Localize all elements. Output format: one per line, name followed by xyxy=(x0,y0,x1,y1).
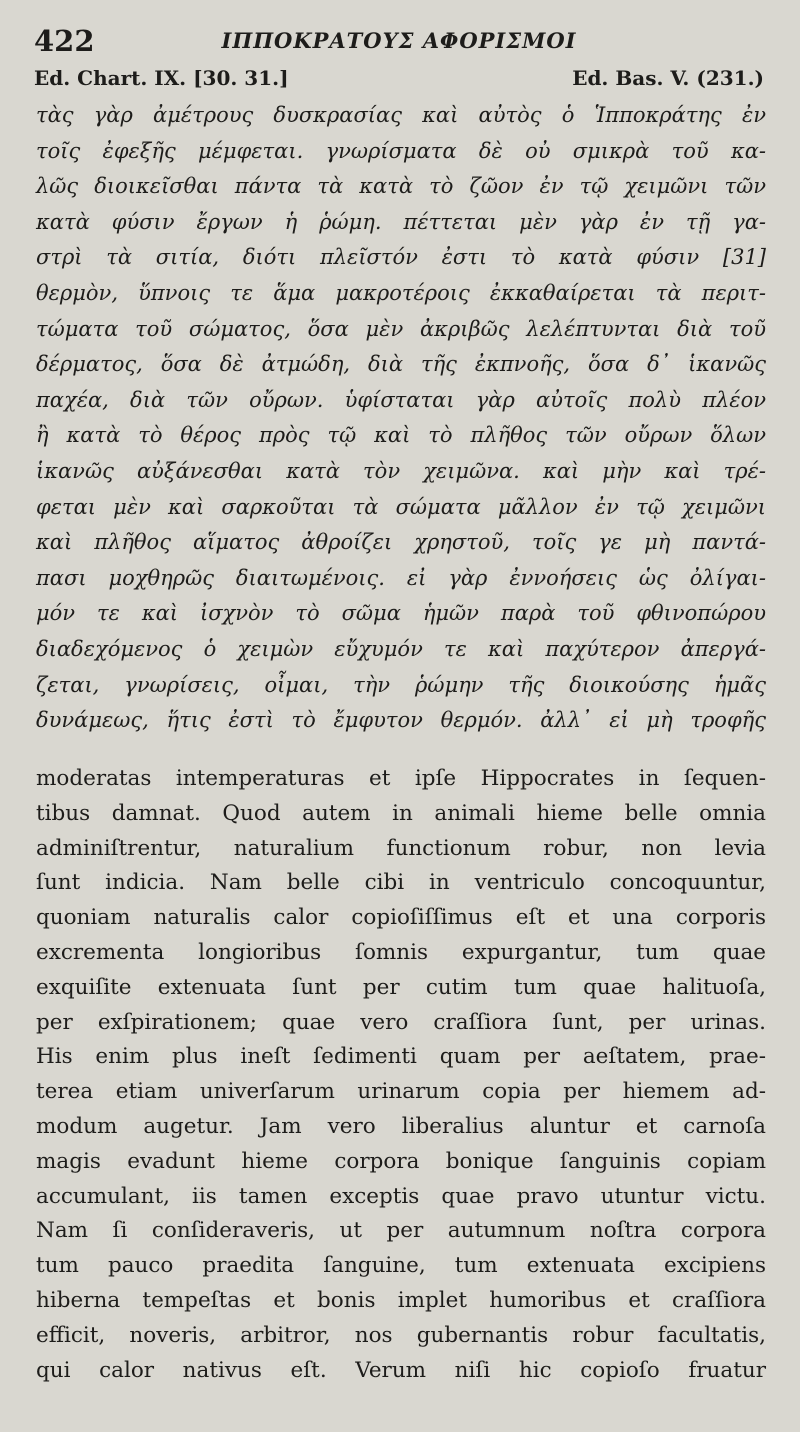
edition-reference-line xyxy=(34,66,764,94)
greek-text-line: θερμὸν, ὕπνοις τε ἅμα μακροτέροις ἐκκαθαίρεται τὰ περιτ- xyxy=(36,280,766,305)
latin-text-line: accumulant, iis tamen exceptis quae pravo utuntur victu. xyxy=(36,1183,766,1209)
latin-text-line: efficit, noveris, arbitror, nos gubernantis robur facultatis, xyxy=(36,1322,766,1348)
greek-text-line: τὰς γὰρ ἀμέτρους δυσκρασίας καὶ αὐτὸς ὁ Ἱπποκράτης ἐν xyxy=(36,103,766,127)
latin-text-line: moderatas intemperaturas et ipſe Hippocrates in ſequen- xyxy=(36,766,766,791)
latin-text-line: terea etiam univerſarum urinarum copia per hiemem ad- xyxy=(36,1079,766,1105)
greek-text-line: ζεται, γνωρίσεις, οἶμαι, τὴν ῥώμην τῆς διοικούσης ἡμᾶς xyxy=(36,672,766,697)
greek-text-block xyxy=(36,98,766,739)
greek-text-line: κατὰ φύσιν ἔργων ἡ ῥώμη. πέττεται μὲν γὰρ ἐν τῇ γα- xyxy=(36,209,766,234)
latin-text-line: excrementa longioribus ſomnis expurgantur, tum quae xyxy=(36,939,766,965)
latin-text-line: magis evadunt hieme corpora bonique ſanguinis copiam xyxy=(36,1148,766,1174)
page-number: 422 xyxy=(34,24,95,58)
latin-text-line: adminiſtrentur, naturalium functionum robur, non levia xyxy=(36,835,766,861)
greek-text-line: τοῖς ἐφεξῆς μέμφεται. γνωρίσματα δὲ οὐ σμικρὰ τοῦ κα- xyxy=(36,138,766,163)
latin-text-line: modum augetur. Jam vero liberalius aluntur et carnoſa xyxy=(36,1113,766,1139)
greek-text-line: ἢ κατὰ τὸ θέρος πρὸς τῷ καὶ τὸ πλῆθος τῶν οὔρων ὅλων xyxy=(36,423,766,448)
latin-text-line: tum pauco praedita ſanguine, tum extenuata excipiens xyxy=(36,1253,766,1279)
latin-text-block xyxy=(36,762,766,1388)
latin-text-line: exquiſite extenuata ſunt per cutim tum quae halituoſa, xyxy=(36,974,766,1000)
greek-text-line: στρὶ τὰ σιτία, διότι πλεῖστόν ἐστι τὸ κατὰ φύσιν [31] xyxy=(36,245,766,270)
latin-text-line: Nam ſi conſideraveris, ut per autumnum noſtra corpora xyxy=(36,1218,766,1244)
page-header xyxy=(34,24,764,64)
greek-text-line: φεται μὲν καὶ σαρκοῦται τὰ σώματα μᾶλλον ἐν τῷ χειμῶνι xyxy=(36,494,766,519)
edition-chartier: Ed. Chart. IX. [30. 31.] xyxy=(34,66,289,90)
latin-text-line: hiberna tempeſtas et bonis implet humoribus et craſſiora xyxy=(36,1287,766,1313)
greek-text-line: καὶ πλῆθος αἵματος ἀθροίζει χρηστοῦ, τοῖς γε μὴ παντά- xyxy=(36,530,766,555)
greek-text-line: παχέα, διὰ τῶν οὔρων. ὑφίσταται γὰρ αὐτοῖς πολὺ πλέον xyxy=(36,387,766,412)
latin-text-line: per exſpirationem; quae vero craſſiora ſunt, per urinas. xyxy=(36,1009,766,1035)
greek-text-line: δέρματος, ὅσα δὲ ἀτμώδη, διὰ τῆς ἐκπνοῆς, ὅσα δ᾽ ἱκανῶς xyxy=(36,352,766,377)
latin-text-line: qui calor nativus eſt. Verum niſi hic copioſo fruatur xyxy=(36,1357,766,1383)
running-title: ΙΠΠΟΚΡΑΤΟΥΣ ΑΦΟΡΙΣΜΟΙ xyxy=(221,28,577,53)
latin-text-line: ſunt indicia. Nam belle cibi in ventriculo concoquuntur, xyxy=(36,870,766,896)
greek-text-line: τώματα τοῦ σώματος, ὅσα μὲν ἀκριβῶς λελέπτυνται διὰ τοῦ xyxy=(36,316,766,341)
latin-text-line: quoniam naturalis calor copioſiſſimus eſt et una corporis xyxy=(36,905,766,931)
greek-text-line: δυνάμεως, ἥτις ἐστὶ τὸ ἔμφυτον θερμόν. ἀλλ᾽ εἰ μὴ τροφῆς xyxy=(36,708,766,733)
greek-text-line: ἱκανῶς αὐξάνεσθαι κατὰ τὸν χειμῶνα. καὶ μὴν καὶ τρέ- xyxy=(36,458,766,483)
greek-text-line: μόν τε καὶ ἰσχνὸν τὸ σῶμα ἡμῶν παρὰ τοῦ φθινοπώρου xyxy=(36,601,766,626)
edition-basel: Ed. Bas. V. (231.) xyxy=(572,66,764,90)
greek-text-line: πασι μοχθηρῶς διαιτωμένοις. εἰ γὰρ ἐννοήσεις ὡς ὀλίγαι- xyxy=(36,565,766,590)
greek-text-line: λῶς διοικεῖσθαι πάντα τὰ κατὰ τὸ ζῶον ἐν τῷ χειμῶνι τῶν xyxy=(36,174,766,199)
latin-text-line: tibus damnat. Quod autem in animali hieme belle omnia xyxy=(36,800,766,826)
greek-text-line: διαδεχόμενος ὁ χειμὼν εὔχυμόν τε καὶ παχύτερον ἀπεργά- xyxy=(36,636,766,661)
latin-text-line: His enim plus ineſt ſedimenti quam per aeſtatem, prae- xyxy=(36,1044,766,1070)
